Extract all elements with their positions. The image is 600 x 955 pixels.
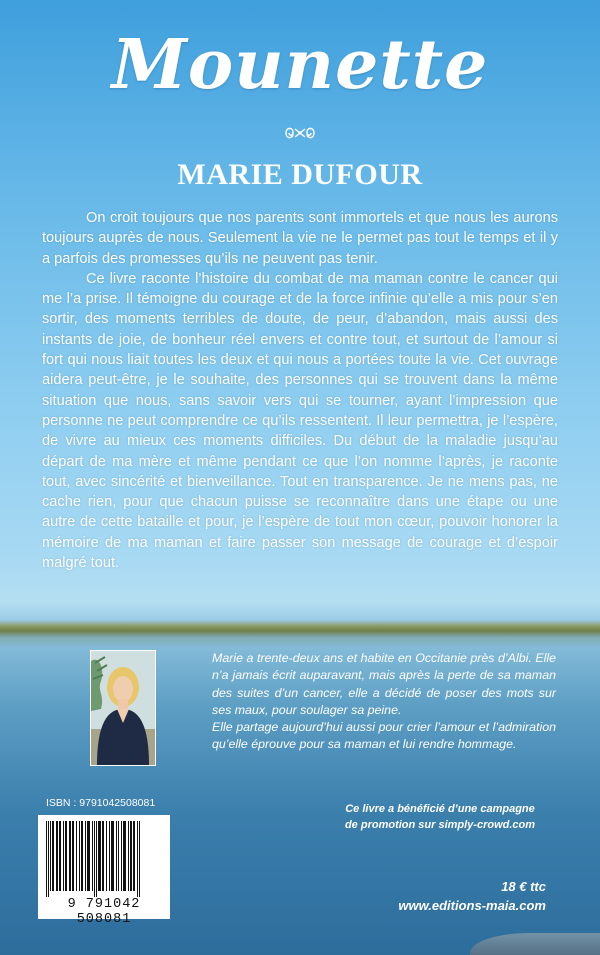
barcode-bar: [52, 821, 54, 891]
barcode-digits: 9 791042 508081: [67, 897, 141, 927]
summary-paragraph: On croit toujours que nos parents sont immortels et que nous les aurons toujours auprès de nous. Seulement la vie ne le permet pas tout le temps et il y a parfois des promesses qu’ils ne peuvent pas tenir.: [42, 210, 558, 267]
barcode-bar: [76, 821, 77, 891]
barcode-bar: [46, 821, 47, 897]
barcode-bar: [69, 821, 71, 891]
barcode-bar: [106, 821, 107, 891]
isbn-label: ISBN : 9791042508081: [46, 797, 156, 809]
barcode-bar: [118, 821, 119, 891]
barcode-bar: [102, 821, 104, 891]
author-biography: [212, 650, 556, 754]
barcode-bar: [59, 821, 61, 891]
barcode-bar: [85, 821, 86, 891]
shoreline-reflection: [0, 638, 600, 648]
barcode: [38, 815, 170, 927]
promotion-line: Ce livre a bénéficié d’une campagne: [345, 803, 535, 815]
barcode-bar: [98, 821, 101, 891]
barcode-bar: [130, 821, 132, 891]
barcode-bar: [121, 821, 122, 891]
barcode-bar: [123, 821, 126, 891]
author-portrait-illustration: [91, 651, 155, 765]
book-title: Mounette: [111, 25, 489, 105]
barcode-bar: [48, 821, 49, 897]
barcode-bar: [109, 821, 110, 891]
barcode-bar: [128, 821, 129, 891]
promotion-line: de promotion sur simply-crowd.com: [344, 819, 536, 831]
summary-paragraph: Ce livre raconte l’histoire du combat de ma maman contre le cancer qui me l’a prise. Il témoigne du courage et de la force infinie qu’elle a mis pour s’en sortir, des moments terribles de doute, de peur, d’abandon, mais aussi des instants de joie, de bonheur réel envers et contre tout, et surtout de l’amour si fort qui nous liait toutes les deux et qui nous a portées toute la vie. Cet ouvrage aidera peut-être, je le souhaite, des personnes qui se trouvent dans la même situation que nous, sans savoir vers qui se tourner, ayant l’impression que personne ne peut comprendre ce qu’ils ressentent. Il leur permettra, je l’espère, de vivre au mieux ces moments difficiles. Du début de la maladie jusqu’au départ de ma mère et même pendant ce que l’on nomme l’après, je raconte tout, avec sincérité et bienveillance. Tout en transparence. Je ne mens pas, ne cache rien, pour que chacun puisse se reconnaître dans une étape ou une autre de cette bataille et pour, je l’espère de tout mon cœur, pouvoir honorer la mémoire de ma maman et faire passer son message de courage et d’espoir malgré tout.: [42, 270, 558, 572]
barcode-bar: [139, 821, 140, 897]
promotion-notice: [320, 801, 560, 833]
barcode-bar: [96, 821, 97, 897]
barcode-bar: [72, 821, 74, 891]
barcode-bar: [137, 821, 138, 897]
publisher-website[interactable]: www.editions-maia.com: [398, 898, 546, 913]
barcode-bar: [94, 821, 95, 897]
barcode-bar: [50, 821, 51, 891]
barcode-bar: [56, 821, 58, 891]
barcode-bar: [81, 821, 83, 891]
price: 18 € ttc: [501, 879, 546, 894]
barcode-bar: [79, 821, 80, 891]
barcode-bar: [133, 821, 135, 891]
bio-paragraph: Elle partage aujourd’hui aussi pour crier l’amour et l’admiration qu’elle éprouve pour sa maman et lui rendre hommage.: [212, 720, 556, 752]
barcode-bar: [116, 821, 117, 891]
author-photo: [90, 650, 156, 766]
barcode-bar: [111, 821, 114, 891]
author-name: MARIE DUFOUR: [177, 158, 423, 191]
bio-paragraph: Marie a trente-deux ans et habite en Occitanie près d’Albi. Elle n’a jamais écrit auparavant, mais après la perte de sa maman des suites d’un cancer, elle a décidé de poser des mots sur ses maux, pour soulager sa peine.: [212, 651, 556, 717]
floral-ornament-icon: [283, 124, 317, 142]
barcode-bar: [87, 821, 90, 891]
barcode-bar: [65, 821, 67, 891]
barcode-bars: [42, 821, 166, 897]
boat-hull-edge: [470, 933, 600, 955]
barcode-bar: [63, 821, 64, 891]
book-summary: [42, 208, 558, 573]
distant-shoreline: [0, 620, 600, 638]
barcode-bar: [92, 821, 93, 891]
